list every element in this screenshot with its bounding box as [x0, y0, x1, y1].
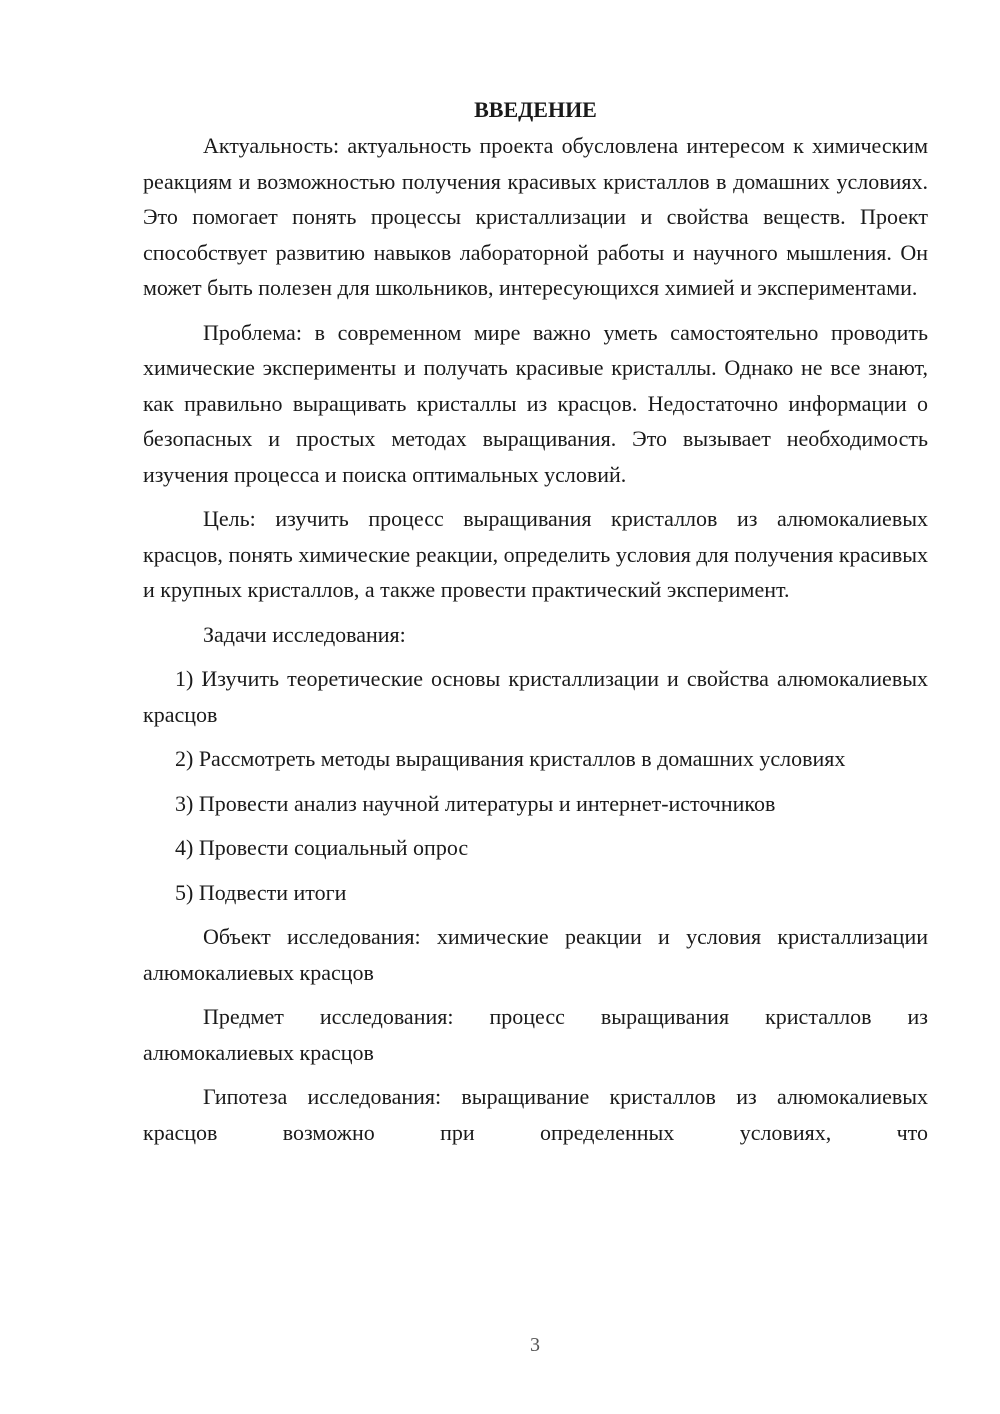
task-item-5: 5) Подвести итоги: [175, 879, 347, 905]
document-page: [143, 92, 928, 1159]
page-title: ВВЕДЕНИЕ: [474, 97, 597, 122]
task-item-1: 1) Изучить теоретические основы кристаллизации и свойства алюмокалиевых красцов: [143, 666, 928, 727]
task-item-2: 2) Рассмотреть методы выращивания кристаллов в домашних условиях: [175, 746, 846, 771]
paragraph-object: Объект исследования: химические реакции и условия кристаллизации алюмокалиевых красцов: [143, 924, 928, 985]
task-item-3: 3) Провести анализ научной литературы и интернет-источников: [175, 790, 776, 816]
tasks-title: Задачи исследования:: [203, 621, 406, 647]
paragraph-subject: Предмет исследования: процесс выращивания кристаллов из алюмокалиевых красцов: [143, 1004, 928, 1065]
paragraph-problem: Проблема: в современном мире важно уметь самостоятельно проводить химические эксперименты и получать красивые кристаллы. Однако не все знают, как правильно выращивать кристаллы из красцов. Недостаточно информации о безопасных и простых методах выращивания. Это вызывает необходимость изучения процесса и поиска оптимальных условий.: [143, 319, 928, 487]
paragraph-goal: Цель: изучить процесс выращивания кристаллов из алюмокалиевых красцов, понять химические реакции, определить условия для получения красивых и крупных кристаллов, а также провести практический эксперимент.: [143, 506, 928, 602]
paragraph-hypothesis: Гипотеза исследования: выращивание кристаллов из алюмокалиевых красцов возможно при определенных условиях, что: [143, 1084, 928, 1145]
page-number: 3: [530, 1334, 540, 1356]
paragraph-relevance: Актуальность: актуальность проекта обусловлена интересом к химическим реакциям и возможностью получения красивых кристаллов в домашних условиях. Это помогает понять процессы кристаллизации и свойства веществ. Проект способствует развитию навыков лабораторной работы и научного мышления. Он может быть полезен для школьников, интересующихся химией и экспериментами.: [143, 133, 928, 300]
task-item-4: 4) Провести социальный опрос: [175, 835, 469, 860]
